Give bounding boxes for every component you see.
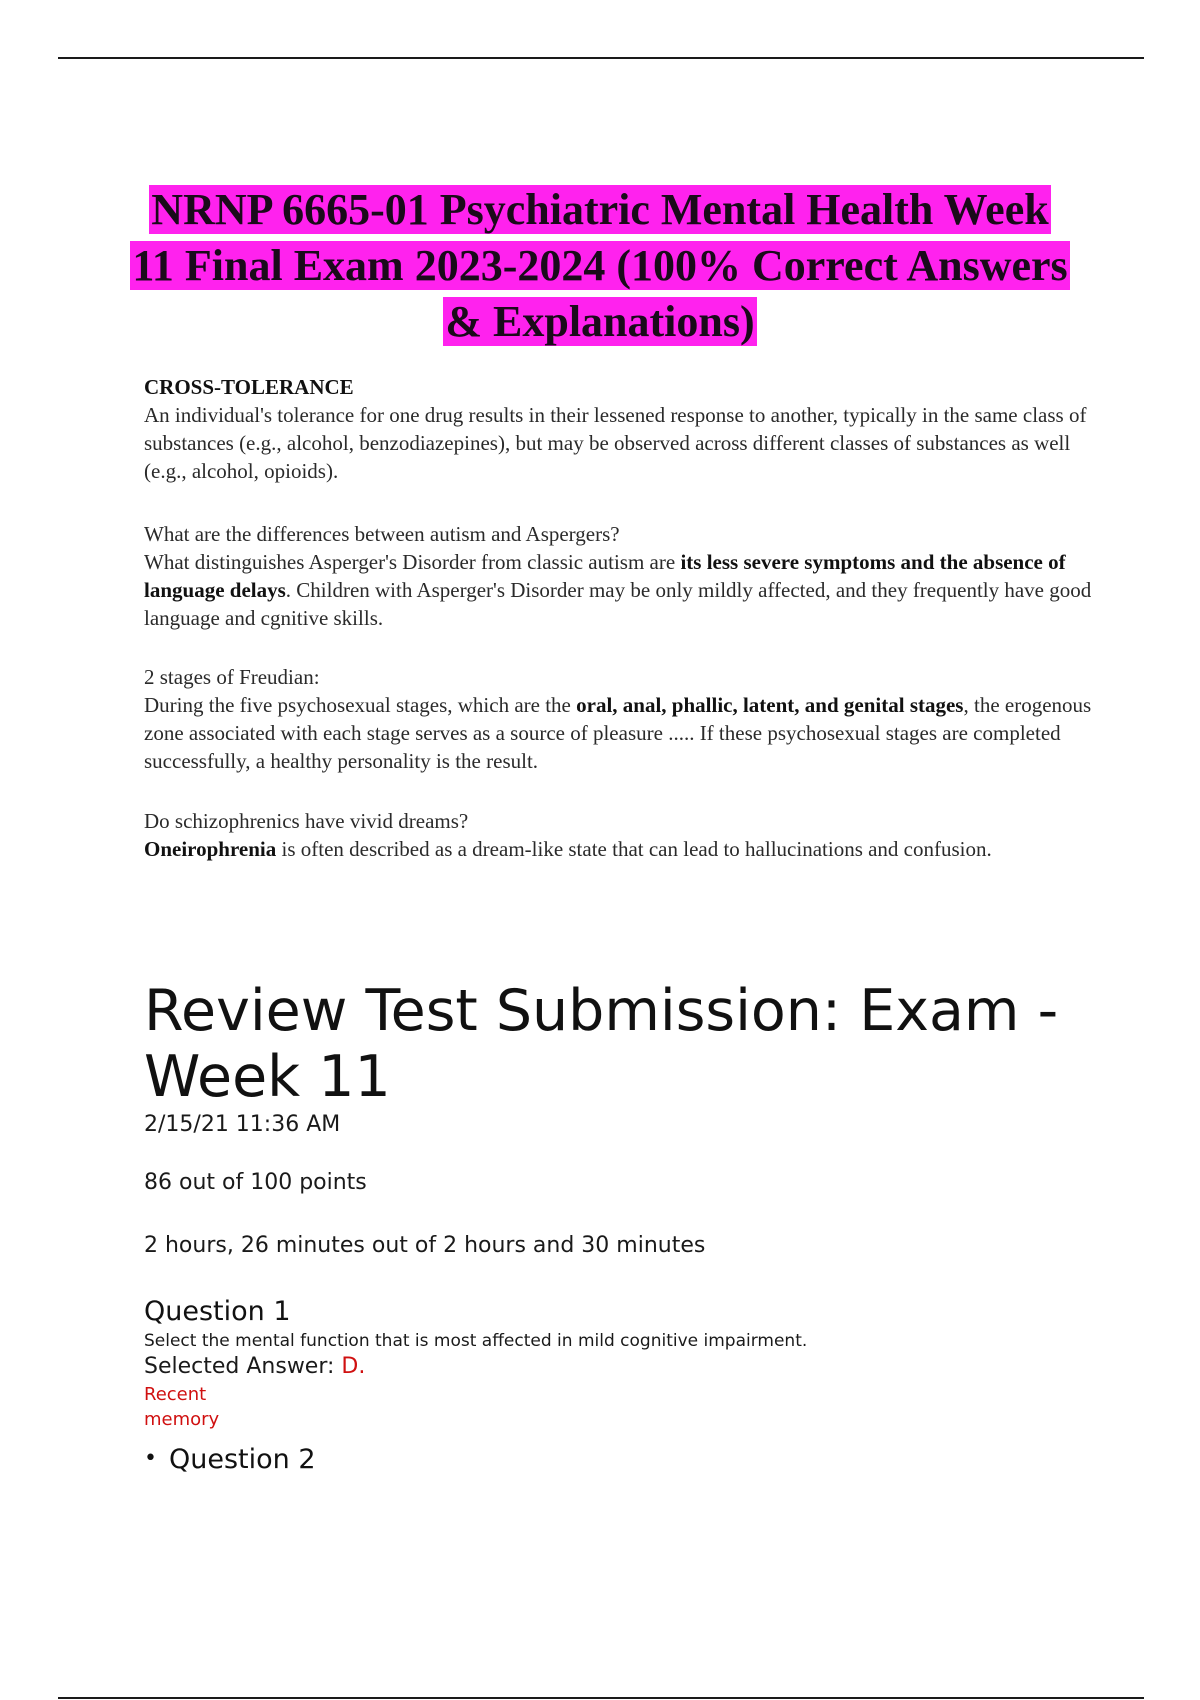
section-autism-aspergers bbox=[144, 520, 1094, 632]
bullet: • bbox=[144, 1446, 157, 1471]
title-line-2: 11 Final Exam 2023-2024 (100% Correct Answers bbox=[132, 241, 1068, 290]
question-1-heading: Question 1 bbox=[144, 1296, 291, 1327]
section-question: Do schizophrenics have vivid dreams? bbox=[144, 809, 469, 833]
section-answer: Oneirophrenia is often described as a dream-like state that can lead to hallucinations and confusion. bbox=[144, 837, 992, 861]
top-rule bbox=[58, 57, 1144, 59]
question-1-text: Select the mental function that is most affected in mild cognitive impairment. bbox=[144, 1331, 808, 1351]
section-answer: During the five psychosexual stages, which are the oral, anal, phallic, latent, and genital stages, the erogenous zone associated with each stage serves as a source of pleasure ..... If these psychosexual stages are completed successfully, a healthy personality is the result. bbox=[144, 693, 1092, 773]
section-question: 2 stages of Freudian: bbox=[144, 665, 320, 689]
term-definition: An individual's tolerance for one drug results in their lessened response to another, typically in the same class of substances (e.g., alcohol, benzodiazepines), but may be observed across different classes of substances as well (e.g., alcohol, opioids). bbox=[144, 403, 1087, 483]
question-2-heading: • Question 2 bbox=[144, 1444, 316, 1475]
review-heading: Review Test Submission: Exam - Week 11 bbox=[144, 978, 1059, 1110]
section-schizophrenia-dreams bbox=[144, 807, 1094, 863]
selected-answer-letter: D. bbox=[341, 1354, 366, 1379]
submission-date: 2/15/21 11:36 AM bbox=[144, 1112, 341, 1137]
section-question: What are the differences between autism and Aspergers? bbox=[144, 522, 620, 546]
score-points: 86 out of 100 points bbox=[144, 1170, 367, 1195]
section-freudian-stages bbox=[144, 663, 1094, 775]
term-heading: CROSS-TOLERANCE bbox=[144, 375, 354, 399]
section-answer: What distinguishes Asperger's Disorder from classic autism are its less severe symptoms and the absence of language delays. Children with Asperger's Disorder may be only mildly affected, and they frequently have good language and cgnitive skills. bbox=[144, 550, 1092, 630]
title-line-3: & Explanations) bbox=[445, 297, 755, 346]
selected-answer-text: Recent memory bbox=[144, 1384, 220, 1430]
bottom-rule bbox=[58, 1697, 1144, 1699]
section-cross-tolerance bbox=[144, 373, 1094, 485]
document-title bbox=[100, 182, 1100, 350]
title-line-1: NRNP 6665-01 Psychiatric Mental Health Week bbox=[151, 185, 1049, 234]
time-elapsed: 2 hours, 26 minutes out of 2 hours and 30 minutes bbox=[144, 1233, 706, 1258]
question-1-selected-answer: Selected Answer: D. bbox=[144, 1354, 366, 1379]
